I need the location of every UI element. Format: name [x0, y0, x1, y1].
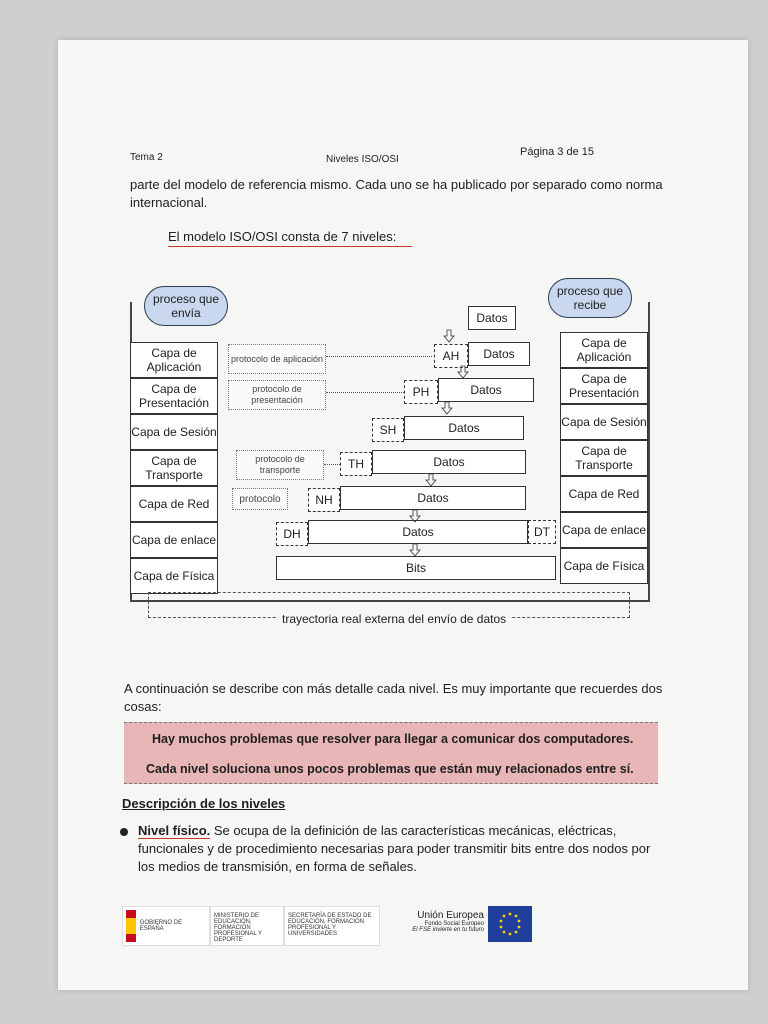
- header-tema: Tema 2: [130, 152, 163, 163]
- gobierno-logo: [122, 906, 210, 946]
- highlight-line2: Cada nivel soluciona unos pocos problemas que están muy relacionados entre sí.: [124, 754, 658, 784]
- data-top: Datos: [468, 306, 516, 330]
- down-arrow-icon: [426, 474, 436, 486]
- header-ph: PH: [404, 380, 438, 404]
- data-presentacion: Datos: [438, 378, 534, 402]
- trajectory-label: trayectoria real externa del envío de datos: [278, 612, 510, 626]
- bullet-line3: los medios de transmisión, en forma de señales.: [138, 859, 417, 874]
- receiver-bubble: proceso que recibe: [548, 278, 632, 318]
- left-layer-red: Capa de Red: [130, 486, 218, 522]
- left-layer-presentacion: Capa de Presentación: [130, 378, 218, 414]
- right-layer-enlace: Capa de enlace: [560, 512, 648, 548]
- down-arrow-icon: [458, 366, 468, 378]
- data-aplicacion: Datos: [468, 342, 530, 366]
- right-layer-fisica: Capa de Física: [560, 548, 648, 584]
- gobierno-text: GOBIERNO DE ESPAÑA: [139, 920, 183, 932]
- model-title: El modelo ISO/OSI consta de 7 niveles:: [168, 228, 412, 247]
- secretaria-logo: SECRETARÍA DE ESTADO DE EDUCACIÓN, FORMACIÓN PROFESIONAL Y UNIVERSIDADES: [284, 906, 380, 946]
- left-layer-transporte: Capa de Transporte: [130, 450, 218, 486]
- bullet-dot: [120, 828, 128, 836]
- data-bits: Bits: [276, 556, 556, 580]
- right-layer-transporte: Capa de Transporte: [560, 440, 648, 476]
- left-layer-aplicacion: Capa de Aplicación: [130, 342, 218, 378]
- ministerio-logo: MINISTERIO DE EDUCACIÓN, FORMACIÓN PROFESIONAL Y DEPORTE: [210, 906, 284, 946]
- left-layer-enlace: Capa de enlace: [130, 522, 218, 558]
- data-sesion: Datos: [404, 416, 524, 440]
- intro-line2: internacional.: [130, 195, 208, 210]
- document-page: [58, 40, 748, 990]
- down-arrow-icon: [444, 330, 454, 342]
- header-th: TH: [340, 452, 372, 476]
- data-red: Datos: [340, 486, 526, 510]
- eu-stars-icon: [488, 906, 532, 942]
- header-dh: DH: [276, 522, 308, 546]
- ue-motto: El FSE invierte en tu futuro: [412, 927, 484, 933]
- protocol-transporte: protocolo de transporte: [236, 450, 324, 480]
- connector-presentacion: [326, 392, 404, 393]
- trailer-dt: DT: [528, 520, 556, 544]
- left-layer-fisica: Capa de Física: [130, 558, 218, 594]
- connector-transporte: [324, 464, 340, 465]
- bullet-title: Nivel físico.: [138, 823, 211, 838]
- down-arrow-icon: [442, 402, 452, 414]
- right-layer-aplicacion: Capa de Aplicación: [560, 332, 648, 368]
- continuation-line1: A continuación se describe con más detalle cada nivel. Es muy importante que recuerdes dos: [124, 681, 663, 696]
- ue-text-block: [394, 910, 484, 933]
- down-arrow-icon: [410, 544, 420, 556]
- left-layer-sesion: Capa de Sesión: [130, 414, 218, 450]
- ue-title: Unión Europea: [417, 910, 484, 921]
- header-sh: SH: [372, 418, 404, 442]
- protocol-aplicacion: protocolo de aplicación: [228, 344, 326, 374]
- header-ah: AH: [434, 344, 468, 368]
- right-layer-presentacion: Capa de Presentación: [560, 368, 648, 404]
- connector-aplicacion: [326, 356, 432, 357]
- bullet-line1: Se ocupa de la definición de las características mecánicas, eléctricas,: [213, 823, 617, 838]
- section-title: Descripción de los niveles: [122, 796, 286, 811]
- intro-line1: parte del modelo de referencia mismo. Cada uno se ha publicado por separado como norma: [130, 177, 663, 192]
- continuation-line2: cosas:: [124, 699, 162, 714]
- right-layer-red: Capa de Red: [560, 476, 648, 512]
- sender-bubble: proceso que envía: [144, 286, 228, 326]
- spain-flag-icon: [126, 910, 136, 942]
- data-enlace: Datos: [308, 520, 528, 544]
- protocol-presentacion: protocolo de presentación: [228, 380, 326, 410]
- highlight-line1: Hay muchos problemas que resolver para llegar a comunicar dos computadores.: [124, 722, 658, 754]
- header-subject: Niveles ISO/OSI: [326, 154, 399, 165]
- right-axis: [648, 302, 650, 602]
- right-layer-sesion: Capa de Sesión: [560, 404, 648, 440]
- header-page: Página 3 de 15: [520, 146, 595, 158]
- eu-flag-icon: [488, 906, 532, 942]
- bullet-nivel-fisico: [138, 822, 698, 840]
- data-transporte: Datos: [372, 450, 526, 474]
- header-nh: NH: [308, 488, 340, 512]
- protocol-red: protocolo: [232, 488, 288, 510]
- down-arrow-icon: [410, 510, 420, 522]
- ue-fund: Fondo Social Europeo: [424, 921, 484, 927]
- bullet-line2: funcionales y de procedimiento necesarias para poder transmitir bits entre dos nodos por: [138, 841, 651, 856]
